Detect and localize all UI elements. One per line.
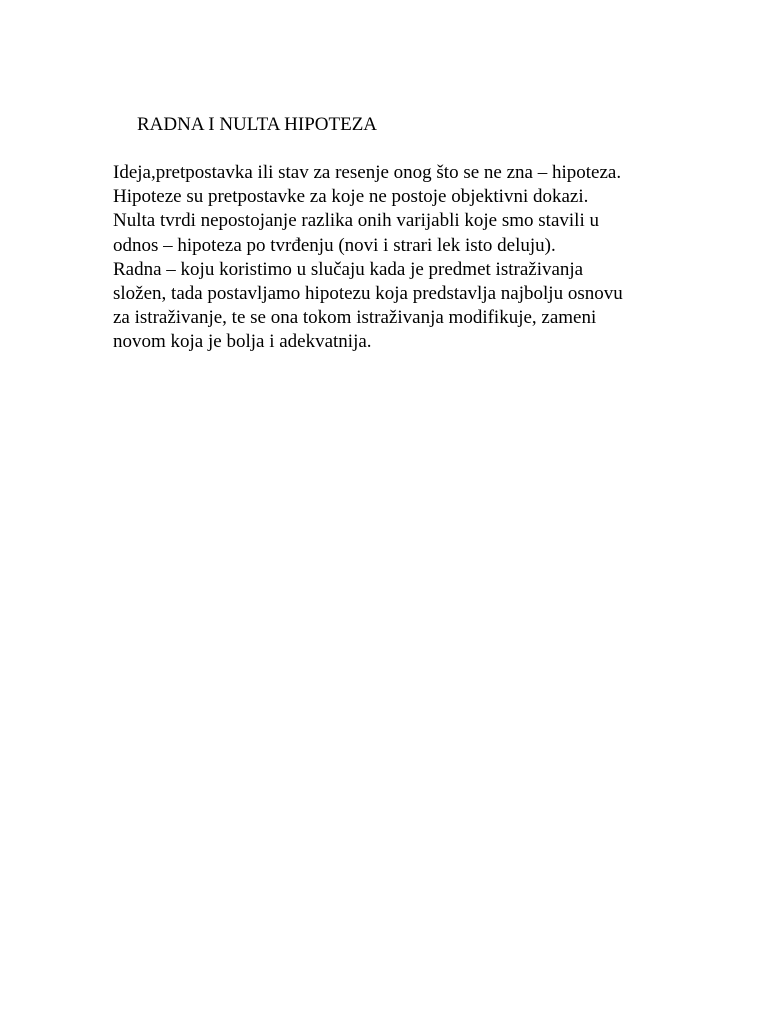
- body-line: za istraživanje, te se ona tokom istraživanja modifikuje, zameni: [113, 307, 597, 329]
- document-title: RADNA I NULTA HIPOTEZA: [137, 114, 378, 135]
- body-line: odnos – hipoteza po tvrđenju (novi i strari lek isto deluju).: [113, 234, 556, 256]
- document-body: [113, 161, 623, 355]
- body-line: složen, tada postavljamo hipotezu koja predstavlja najbolju osnovu: [113, 283, 623, 305]
- body-line: Nulta tvrdi nepostojanje razlika onih varijabli koje smo stavili u: [113, 210, 599, 232]
- body-line: Hipoteze su pretpostavke za koje ne postoje objektivni dokazi.: [113, 186, 589, 208]
- body-line: Radna – koju koristimo u slučaju kada je predmet istraživanja: [113, 258, 584, 280]
- body-line: novom koja je bolja i adekvatnija.: [113, 331, 372, 353]
- body-line: Ideja,pretpostavka ili stav za resenje onog što se ne zna – hipoteza.: [113, 162, 622, 183]
